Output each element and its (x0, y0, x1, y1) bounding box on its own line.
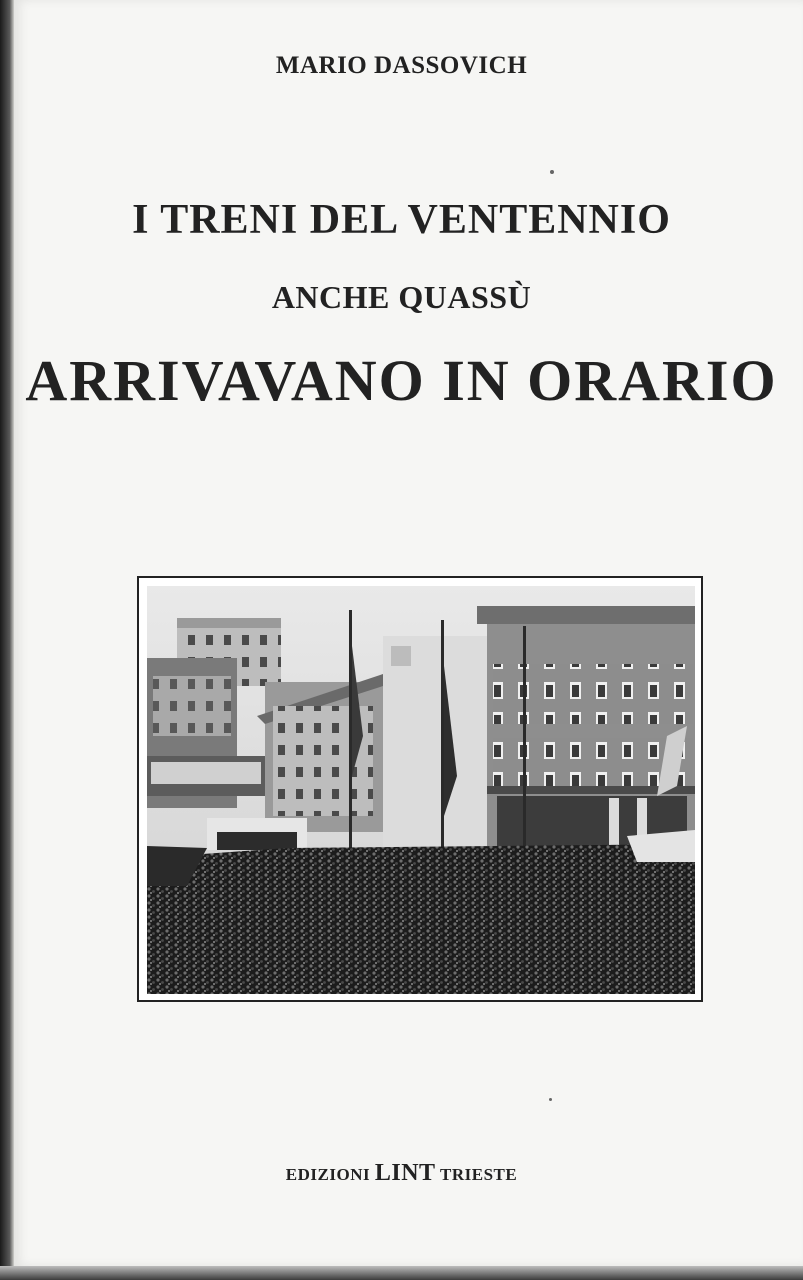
publisher-line (0, 1160, 803, 1187)
book-bottom-edge (0, 1266, 803, 1280)
author-name: MARIO DASSOVICH (275, 52, 528, 79)
title-line-3: ARRIVAVANO IN ORARIO (25, 348, 778, 413)
publisher-city: TRIESTE (440, 1165, 518, 1184)
title-line-1: I TRENI DEL VENTENNIO (132, 197, 671, 243)
publisher-brand: LINT (374, 1160, 436, 1186)
cover-photo-frame (137, 576, 703, 1002)
dust-speck (550, 170, 554, 174)
publisher-prefix: EDIZIONI (285, 1165, 371, 1184)
historic-crowd-photo-icon (147, 586, 695, 994)
title-line-2: ANCHE QUASSÙ (271, 279, 532, 315)
dust-speck (549, 1098, 552, 1101)
book-spine-shadow (0, 0, 14, 1280)
